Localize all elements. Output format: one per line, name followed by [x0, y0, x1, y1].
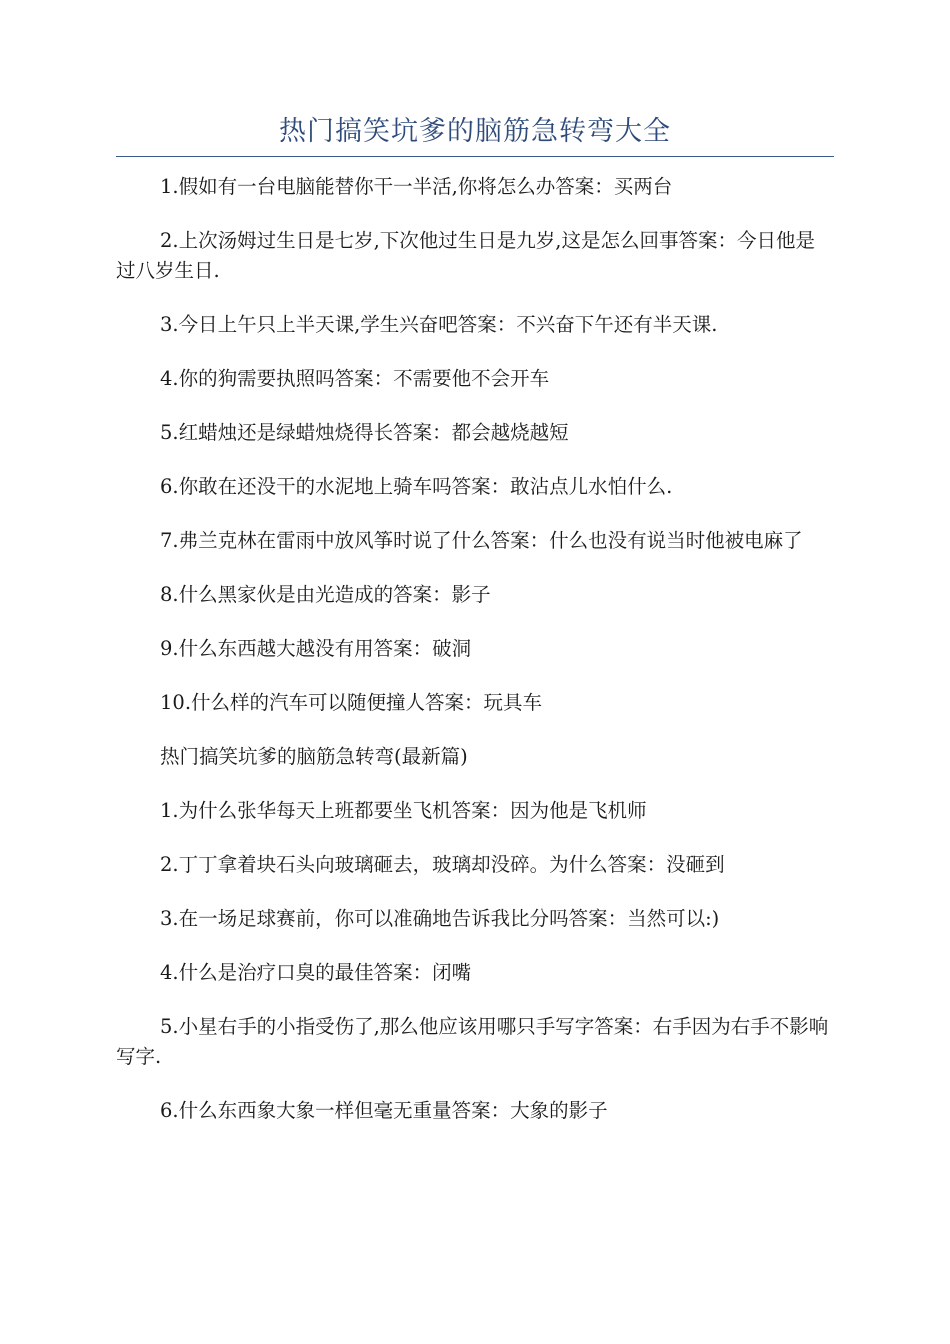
title-block [116, 112, 834, 157]
document-body [116, 172, 834, 1150]
paragraph: 8.什么黑家伙是由光造成的答案：影子 [160, 583, 491, 606]
section-heading: 热门搞笑坑爹的脑筋急转弯(最新篇) [160, 745, 468, 768]
paragraph: 9.什么东西越大越没有用答案：破洞 [160, 637, 472, 660]
document-title: 热门搞笑坑爹的脑筋急转弯大全 [279, 116, 671, 147]
paragraph: 4.什么是治疗口臭的最佳答案：闭嘴 [160, 961, 472, 984]
paragraph: 5.红蜡烛还是绿蜡烛烧得长答案：都会越烧越短 [160, 421, 569, 444]
paragraph: 7.弗兰克林在雷雨中放风筝时说了什么答案：什么也没有说当时他被电麻了 [160, 529, 803, 552]
paragraph: 4.你的狗需要执照吗答案：不需要他不会开车 [160, 367, 550, 390]
paragraph: 1.假如有一台电脑能替你干一半活,你将怎么办答案：买两台 [160, 175, 673, 198]
paragraph: 2.上次汤姆过生日是七岁,下次他过生日是九岁,这是怎么回事答案：今日他是过八岁生日. [116, 229, 816, 282]
paragraph: 10.什么样的汽车可以随便撞人答案：玩具车 [160, 691, 543, 714]
paragraph: 3.在一场足球赛前，你可以准确地告诉我比分吗答案：当然可以:) [160, 907, 720, 930]
paragraph: 1.为什么张华每天上班都要坐飞机答案：因为他是飞机师 [160, 799, 647, 822]
paragraph: 5.小星右手的小指受伤了,那么他应该用哪只手写字答案：右手因为右手不影响写字. [116, 1015, 829, 1068]
paragraph: 6.什么东西象大象一样但毫无重量答案：大象的影子 [160, 1099, 608, 1122]
paragraph: 3.今日上午只上半天课,学生兴奋吧答案：不兴奋下午还有半天课. [160, 313, 718, 336]
paragraph: 2.丁丁拿着块石头向玻璃砸去，玻璃却没碎。为什么答案：没砸到 [160, 853, 725, 876]
paragraph: 6.你敢在还没干的水泥地上骑车吗答案：敢沾点儿水怕什么. [160, 475, 673, 498]
